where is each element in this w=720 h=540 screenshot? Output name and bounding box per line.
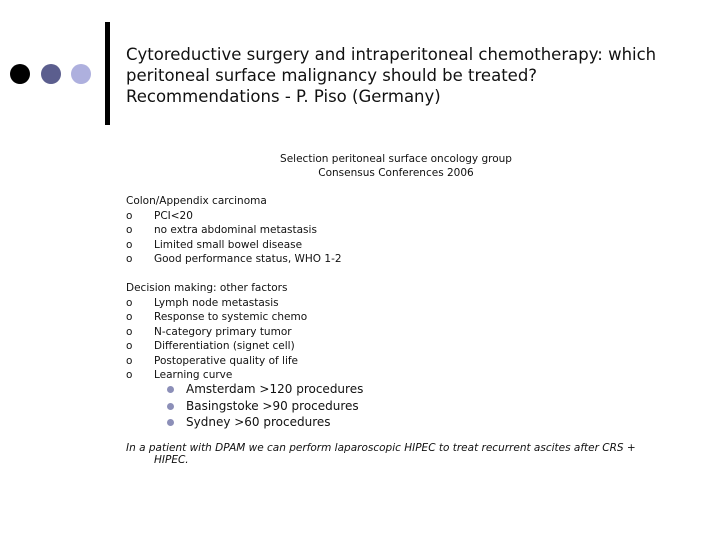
list-item-text: Response to systemic chemo: [154, 311, 308, 323]
circle-bullet-icon: o: [126, 209, 133, 222]
circle-bullet-icon: o: [126, 296, 133, 309]
list-item: [126, 354, 299, 369]
decision-section: [126, 281, 308, 383]
list-item-text: no extra abdominal metastasis: [154, 224, 317, 236]
list-item-text: Differentiation (signet cell): [154, 340, 295, 352]
list-item-text: Postoperative quality of life: [154, 354, 299, 367]
colon-heading: Colon/Appendix carcinoma: [126, 195, 267, 207]
circle-bullet-icon: o: [126, 224, 133, 236]
colon-section: [126, 194, 342, 267]
list-item: [126, 209, 267, 224]
list-item: [126, 223, 317, 238]
slide-title: [126, 44, 706, 107]
list-item-text: N-category primary tumor: [154, 325, 292, 338]
group-line-2: Consensus Conferences 2006: [318, 167, 474, 179]
group-caption: [0, 152, 720, 180]
dot-bullet-icon: [167, 419, 174, 426]
footer-line-1: In a patient with DPAM we can perform laparoscopic HIPEC to treat recurrent ascites after CRS +: [126, 442, 636, 454]
dot-bullet-icon: [167, 403, 174, 410]
lavender-dot-icon: [71, 64, 91, 84]
circle-bullet-icon: o: [126, 354, 133, 367]
circle-bullet-icon: o: [126, 238, 133, 251]
title-divider-bar: [105, 22, 110, 125]
decision-heading: Decision making: other factors: [126, 282, 288, 294]
sub-list-item-text: Sydney >60 procedures: [186, 415, 331, 429]
sub-list-item-text: Basingstoke >90 procedures: [186, 398, 359, 413]
list-item-text: Good performance status, WHO 1-2: [154, 253, 342, 265]
list-item: [126, 325, 292, 340]
title-line-2: peritoneal surface malignancy should be treated?: [126, 66, 538, 85]
circle-bullet-icon: o: [126, 325, 133, 338]
black-dot-icon: [10, 64, 30, 84]
list-item-text: Limited small bowel disease: [154, 238, 303, 251]
group-line-1: Selection peritoneal surface oncology group: [280, 153, 512, 165]
footer-line-2: HIPEC.: [154, 454, 189, 466]
slate-dot-icon: [41, 64, 61, 84]
list-item: [126, 296, 287, 311]
circle-bullet-icon: o: [126, 253, 133, 265]
sub-list-item-text: Amsterdam >120 procedures: [186, 382, 364, 396]
list-item: [126, 252, 342, 267]
circle-bullet-icon: o: [126, 311, 133, 323]
list-item: [126, 310, 308, 325]
footer-note: [126, 442, 671, 466]
circle-bullet-icon: o: [126, 369, 133, 381]
list-item-text: Lymph node metastasis: [154, 296, 279, 309]
circle-bullet-icon: o: [126, 340, 133, 352]
list-item: [126, 238, 303, 253]
list-item-text: PCI<20: [154, 209, 193, 222]
title-line-3: Recommendations - P. Piso (Germany): [126, 87, 441, 106]
title-line-1: Cytoreductive surgery and intraperitoneal chemotherapy: which: [126, 45, 657, 64]
list-item: [126, 339, 295, 354]
dot-bullet-icon: [167, 386, 174, 393]
list-item-text: Learning curve: [154, 369, 233, 381]
